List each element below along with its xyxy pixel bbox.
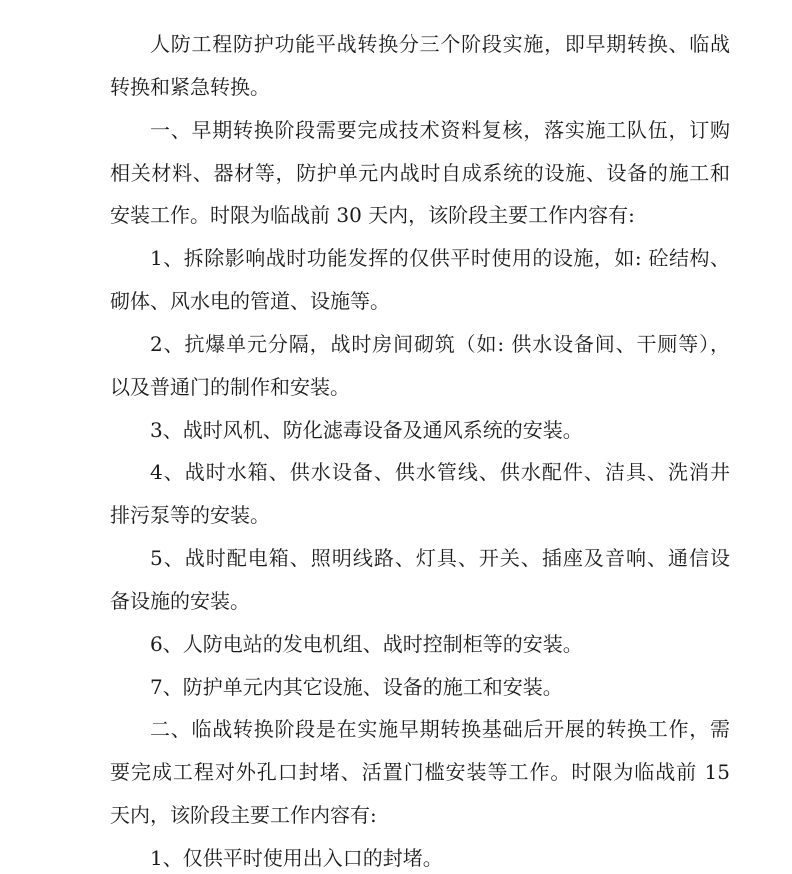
paragraph-line: 人防工程防护功能平战转换分三个阶段实施，即早期转换、临战: [150, 32, 730, 56]
paragraph-line: 天内，该阶段主要工作内容有:: [110, 803, 377, 827]
paragraph-line: 5、战时配电箱、照明线路、灯具、开关、插座及音响、通信设: [150, 546, 730, 570]
paragraph-line: 二、临战转换阶段是在实施早期转换基础后开展的转换工作，需: [150, 717, 730, 741]
paragraph-line: 一、早期转换阶段需要完成技术资料复核，落实施工队伍，订购: [150, 118, 730, 142]
paragraph-line: 要完成工程对外孔口封堵、活置门槛安装等工作。时限为临战前 15: [110, 760, 730, 784]
paragraph-line: 2、抗爆单元分隔，战时房间砌筑（如: 供水设备间、干厕等），: [150, 332, 730, 356]
paragraph-line: 安装工作。时限为临战前 30 天内，该阶段主要工作内容有:: [110, 203, 635, 227]
paragraph-line: 转换和紧急转换。: [110, 75, 270, 99]
paragraph-line: 砌体、风水电的管道、设施等。: [110, 289, 390, 313]
paragraph-line: 备设施的安装。: [110, 589, 250, 613]
paragraph-line: 以及普通门的制作和安装。: [110, 375, 350, 399]
paragraph-line: 排污泵等的安装。: [110, 503, 270, 527]
paragraph-line: 6、人防电站的发电机组、战时控制柜等的安装。: [150, 632, 583, 656]
paragraph-line: 相关材料、器材等，防护单元内战时自成系统的设施、设备的施工和: [110, 161, 730, 185]
paragraph-line: 3、战时风机、防化滤毒设备及通风系统的安装。: [150, 418, 583, 442]
paragraph-line: 4、战时水箱、供水设备、供水管线、供水配件、洁具、洗消井: [150, 460, 730, 484]
paragraph-line: 1、拆除影响战时功能发挥的仅供平时使用的设施，如: 砼结构、: [150, 246, 730, 270]
paragraph-line: 7、防护单元内其它设施、设备的施工和安装。: [150, 675, 563, 699]
paragraph-line: 1、仅供平时使用出入口的封堵。: [150, 846, 443, 870]
